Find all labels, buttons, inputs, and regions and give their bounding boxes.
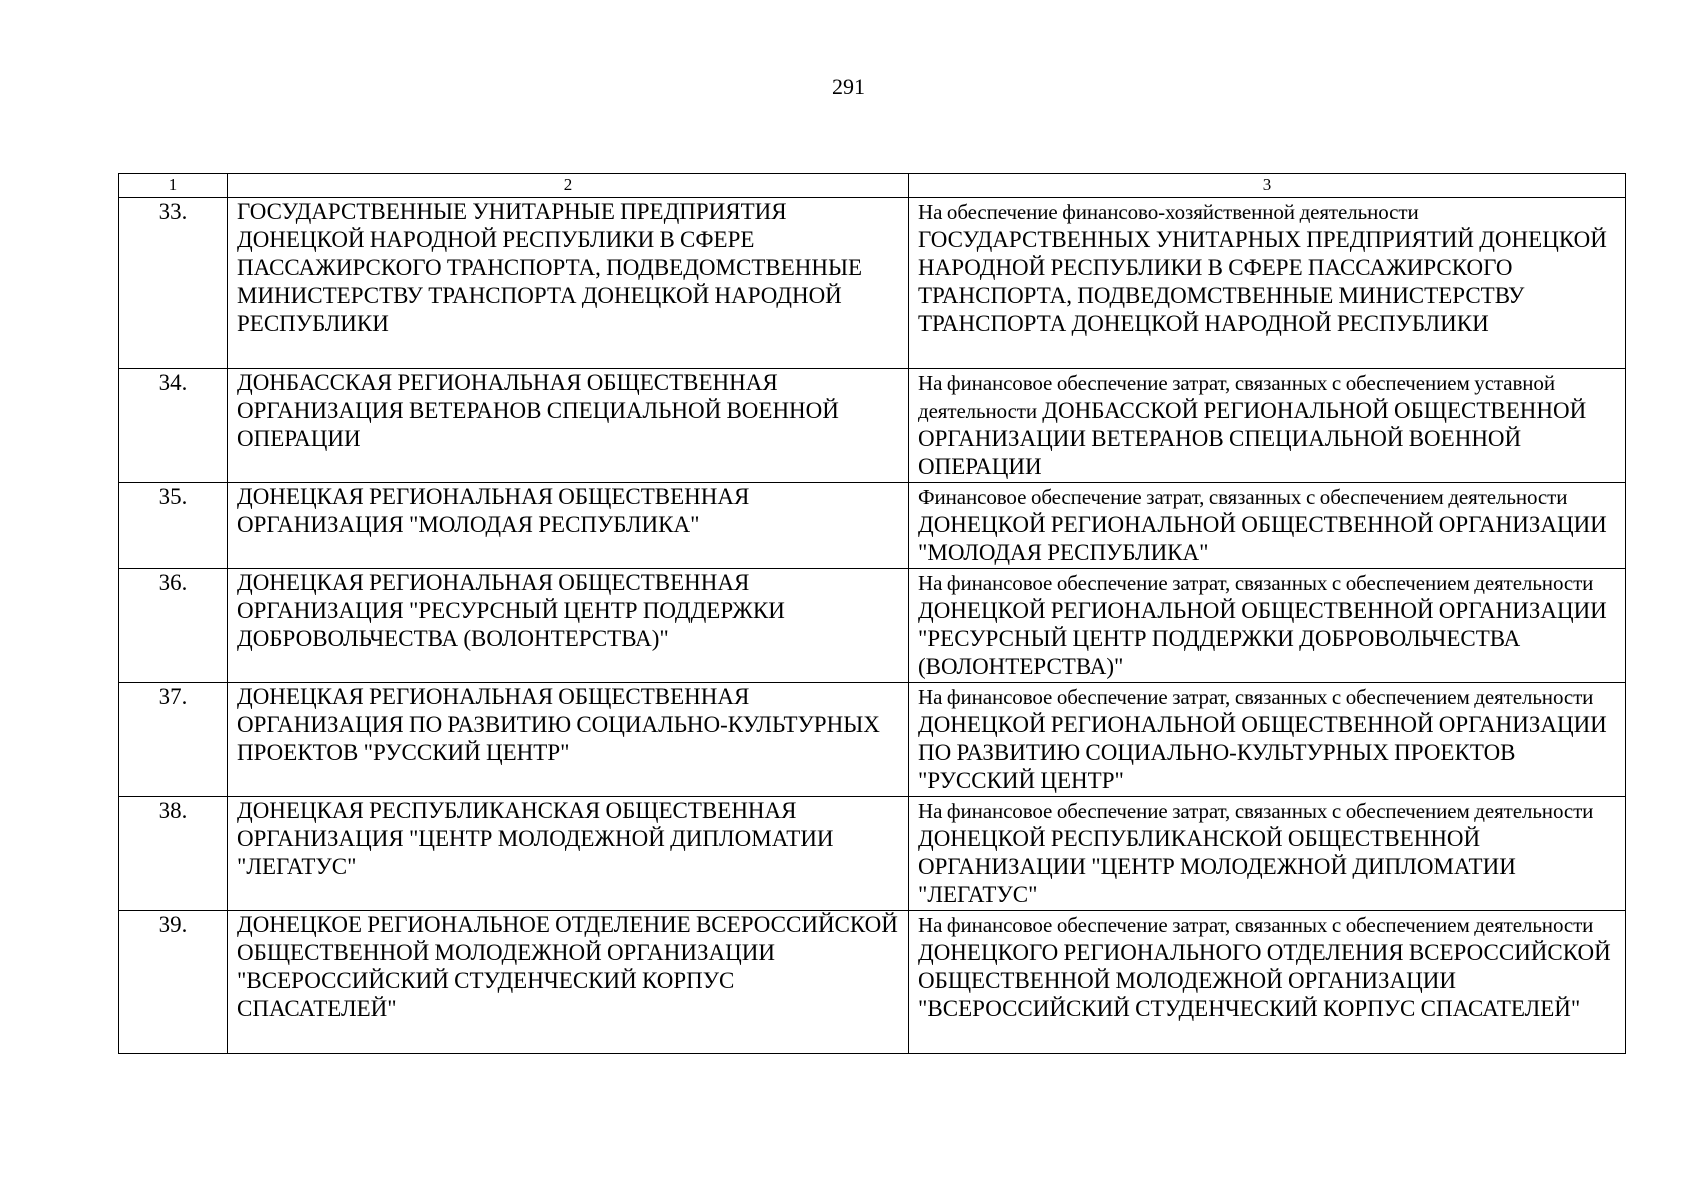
purpose-lead: На финансовое обеспечение затрат, связанных с обеспечением уставной деятельности	[918, 371, 1555, 423]
table-row	[119, 569, 1626, 683]
purpose-cell	[909, 198, 1626, 369]
organization-name: ДОНЕЦКАЯ РЕГИОНАЛЬНАЯ ОБЩЕСТВЕННАЯ ОРГАНИЗАЦИЯ "РЕСУРСНЫЙ ЦЕНТР ПОДДЕРЖКИ ДОБРОВОЛЬЧЕСТВА (ВОЛОНТЕРСТВА)"	[228, 569, 909, 683]
table-row	[119, 797, 1626, 911]
table-row	[119, 198, 1626, 369]
purpose-organization: ГОСУДАРСТВЕННЫХ УНИТАРНЫХ ПРЕДПРИЯТИЙ ДОНЕЦКОЙ НАРОДНОЙ РЕСПУБЛИКИ В СФЕРЕ ПАССАЖИРСКОГО ТРАНСПОРТА, ПОДВЕДОМСТВЕННЫЕ МИНИСТЕРСТВУ ТРАНСПОРТА ДОНЕЦКОЙ НАРОДНОЙ РЕСПУБЛИКИ	[918, 227, 1607, 336]
organization-name: ДОНЕЦКОЕ РЕГИОНАЛЬНОЕ ОТДЕЛЕНИЕ ВСЕРОССИЙСКОЙ ОБЩЕСТВЕННОЙ МОЛОДЕЖНОЙ ОРГАНИЗАЦИИ "ВСЕРОССИЙСКИЙ СТУДЕНЧЕСКИЙ КОРПУС СПАСАТЕЛЕЙ"	[228, 911, 909, 1054]
table-row	[119, 369, 1626, 483]
purpose-organization: ДОНЕЦКОЙ РЕГИОНАЛЬНОЙ ОБЩЕСТВЕННОЙ ОРГАНИЗАЦИИ "РЕСУРСНЫЙ ЦЕНТР ПОДДЕРЖКИ ДОБРОВОЛЬЧЕСТВА (ВОЛОНТЕРСТВА)"	[918, 598, 1607, 679]
purpose-cell	[909, 797, 1626, 911]
purpose-cell	[909, 683, 1626, 797]
organization-name: ДОНЕЦКАЯ РЕГИОНАЛЬНАЯ ОБЩЕСТВЕННАЯ ОРГАНИЗАЦИЯ ПО РАЗВИТИЮ СОЦИАЛЬНО-КУЛЬТУРНЫХ ПРОЕКТОВ "РУССКИЙ ЦЕНТР"	[228, 683, 909, 797]
organization-name: ДОНЕЦКАЯ РЕСПУБЛИКАНСКАЯ ОБЩЕСТВЕННАЯ ОРГАНИЗАЦИЯ "ЦЕНТР МОЛОДЕЖНОЙ ДИПЛОМАТИИ "ЛЕГАТУС"	[228, 797, 909, 911]
row-number: 34.	[119, 369, 228, 483]
purpose-organization: ДОНЕЦКОЙ РЕГИОНАЛЬНОЙ ОБЩЕСТВЕННОЙ ОРГАНИЗАЦИИ "МОЛОДАЯ РЕСПУБЛИКА"	[918, 512, 1607, 565]
organization-name: ДОНЕЦКАЯ РЕГИОНАЛЬНАЯ ОБЩЕСТВЕННАЯ ОРГАНИЗАЦИЯ "МОЛОДАЯ РЕСПУБЛИКА"	[228, 483, 909, 569]
column-header-3: 3	[909, 174, 1626, 198]
purpose-organization: ДОНЕЦКОГО РЕГИОНАЛЬНОГО ОТДЕЛЕНИЯ ВСЕРОССИЙСКОЙ ОБЩЕСТВЕННОЙ МОЛОДЕЖНОЙ ОРГАНИЗАЦИИ "ВСЕРОССИЙСКИЙ СТУДЕНЧЕСКИЙ КОРПУС СПАСАТЕЛЕЙ"	[918, 940, 1611, 1021]
table-row	[119, 683, 1626, 797]
page-number: 291	[832, 74, 865, 99]
purpose-lead: Финансовое обеспечение затрат, связанных с обеспечением деятельности	[918, 485, 1568, 509]
table-row	[119, 911, 1626, 1054]
row-number: 39.	[119, 911, 228, 1054]
purpose-lead: На финансовое обеспечение затрат, связанных с обеспечением деятельности	[918, 571, 1594, 595]
purpose-lead: На обеспечение финансово-хозяйственной деятельности	[918, 200, 1419, 224]
organizations-table	[118, 173, 1626, 1054]
table-header-row	[119, 174, 1626, 198]
purpose-cell	[909, 483, 1626, 569]
organization-name: ДОНБАССКАЯ РЕГИОНАЛЬНАЯ ОБЩЕСТВЕННАЯ ОРГАНИЗАЦИЯ ВЕТЕРАНОВ СПЕЦИАЛЬНОЙ ВОЕННОЙ ОПЕРАЦИИ	[228, 369, 909, 483]
purpose-cell	[909, 569, 1626, 683]
purpose-lead: На финансовое обеспечение затрат, связанных с обеспечением деятельности	[918, 799, 1594, 823]
purpose-lead: На финансовое обеспечение затрат, связанных с обеспечением деятельности	[918, 685, 1594, 709]
column-header-2: 2	[228, 174, 909, 198]
purpose-organization: ДОНЕЦКОЙ РЕГИОНАЛЬНОЙ ОБЩЕСТВЕННОЙ ОРГАНИЗАЦИИ ПО РАЗВИТИЮ СОЦИАЛЬНО-КУЛЬТУРНЫХ ПРОЕКТОВ "РУССКИЙ ЦЕНТР"	[918, 712, 1607, 793]
row-number: 33.	[119, 198, 228, 369]
table-row	[119, 483, 1626, 569]
organization-name: ГОСУДАРСТВЕННЫЕ УНИТАРНЫЕ ПРЕДПРИЯТИЯ ДОНЕЦКОЙ НАРОДНОЙ РЕСПУБЛИКИ В СФЕРЕ ПАССАЖИРСКОГО ТРАНСПОРТА, ПОДВЕДОМСТВЕННЫЕ МИНИСТЕРСТВУ ТРАНСПОРТА ДОНЕЦКОЙ НАРОДНОЙ РЕСПУБЛИКИ	[228, 198, 909, 369]
row-number: 35.	[119, 483, 228, 569]
purpose-organization: ДОНЕЦКОЙ РЕСПУБЛИКАНСКОЙ ОБЩЕСТВЕННОЙ ОРГАНИЗАЦИИ "ЦЕНТР МОЛОДЕЖНОЙ ДИПЛОМАТИИ "ЛЕГАТУС"	[918, 826, 1516, 907]
purpose-cell	[909, 369, 1626, 483]
purpose-lead: На финансовое обеспечение затрат, связанных с обеспечением деятельности	[918, 913, 1594, 937]
purpose-organization: ДОНБАССКОЙ РЕГИОНАЛЬНОЙ ОБЩЕСТВЕННОЙ ОРГАНИЗАЦИИ ВЕТЕРАНОВ СПЕЦИАЛЬНОЙ ВОЕННОЙ ОПЕРАЦИИ	[918, 398, 1587, 479]
column-header-1: 1	[119, 174, 228, 198]
purpose-cell	[909, 911, 1626, 1054]
row-number: 36.	[119, 569, 228, 683]
row-number: 38.	[119, 797, 228, 911]
row-number: 37.	[119, 683, 228, 797]
